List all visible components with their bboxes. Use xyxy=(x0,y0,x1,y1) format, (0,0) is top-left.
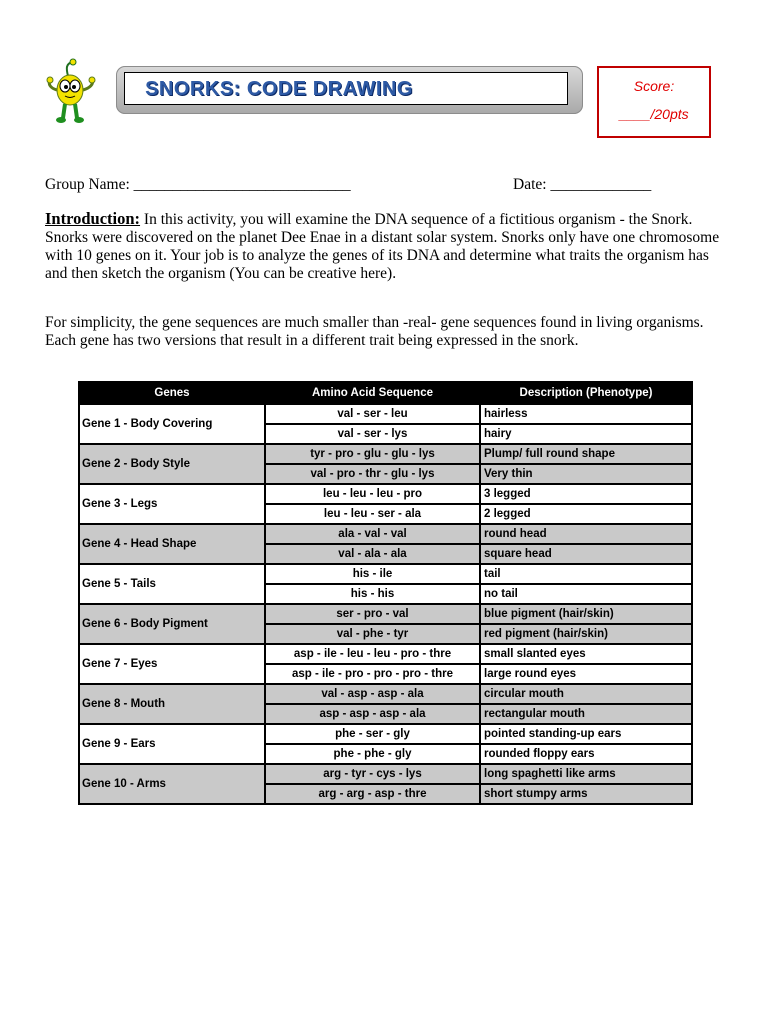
table-row xyxy=(79,524,692,544)
table-row xyxy=(79,404,692,424)
genes-table-body xyxy=(79,404,692,804)
gene-name-cell: Gene 4 - Head Shape xyxy=(79,524,265,564)
genes-table xyxy=(78,381,693,805)
table-header-row xyxy=(79,382,692,404)
amino-acid-sequence-cell: val - ala - ala xyxy=(265,544,480,564)
amino-acid-sequence-cell: ala - val - val xyxy=(265,524,480,544)
gene-name-cell: Gene 2 - Body Style xyxy=(79,444,265,484)
score-value: ____/20pts xyxy=(619,106,689,122)
table-row xyxy=(79,564,692,584)
phenotype-description-cell: hairy xyxy=(480,424,692,444)
phenotype-description-cell: red pigment (hair/skin) xyxy=(480,624,692,644)
column-header-sequence: Amino Acid Sequence xyxy=(265,382,480,404)
table-row xyxy=(79,444,692,464)
phenotype-description-cell: hairless xyxy=(480,404,692,424)
amino-acid-sequence-cell: arg - arg - asp - thre xyxy=(265,784,480,804)
amino-acid-sequence-cell: val - phe - tyr xyxy=(265,624,480,644)
phenotype-description-cell: no tail xyxy=(480,584,692,604)
introduction-heading: Introduction: xyxy=(45,209,141,228)
group-name-field[interactable]: Group Name: ____________________________ xyxy=(45,176,351,193)
gene-name-cell: Gene 8 - Mouth xyxy=(79,684,265,724)
phenotype-description-cell: circular mouth xyxy=(480,684,692,704)
table-row xyxy=(79,764,692,784)
score-box xyxy=(597,66,711,138)
table-row xyxy=(79,644,692,664)
amino-acid-sequence-cell: leu - leu - ser - ala xyxy=(265,504,480,524)
page-title: SNORKS: CODE DRAWING xyxy=(145,78,413,100)
gene-name-cell: Gene 1 - Body Covering xyxy=(79,404,265,444)
amino-acid-sequence-cell: tyr - pro - glu - glu - lys xyxy=(265,444,480,464)
amino-acid-sequence-cell: phe - ser - gly xyxy=(265,724,480,744)
gene-name-cell: Gene 9 - Ears xyxy=(79,724,265,764)
amino-acid-sequence-cell: val - pro - thr - glu - lys xyxy=(265,464,480,484)
phenotype-description-cell: tail xyxy=(480,564,692,584)
gene-name-cell: Gene 10 - Arms xyxy=(79,764,265,804)
phenotype-description-cell: short stumpy arms xyxy=(480,784,692,804)
gene-name-cell: Gene 7 - Eyes xyxy=(79,644,265,684)
gene-name-cell: Gene 3 - Legs xyxy=(79,484,265,524)
phenotype-description-cell: round head xyxy=(480,524,692,544)
amino-acid-sequence-cell: val - ser - leu xyxy=(265,404,480,424)
phenotype-description-cell: 3 legged xyxy=(480,484,692,504)
phenotype-description-cell: rounded floppy ears xyxy=(480,744,692,764)
column-header-description: Description (Phenotype) xyxy=(480,382,692,404)
amino-acid-sequence-cell: asp - ile - leu - leu - pro - thre xyxy=(265,644,480,664)
amino-acid-sequence-cell: val - asp - asp - ala xyxy=(265,684,480,704)
introduction-paragraph xyxy=(45,210,721,283)
phenotype-description-cell: pointed standing-up ears xyxy=(480,724,692,744)
amino-acid-sequence-cell: leu - leu - leu - pro xyxy=(265,484,480,504)
amino-acid-sequence-cell: his - ile xyxy=(265,564,480,584)
table-row xyxy=(79,724,692,744)
phenotype-description-cell: 2 legged xyxy=(480,504,692,524)
score-label: Score: xyxy=(633,78,675,94)
amino-acid-sequence-cell: ser - pro - val xyxy=(265,604,480,624)
table-row xyxy=(79,484,692,504)
table-row xyxy=(79,684,692,704)
introduction-body: In this activity, you will examine the DNA sequence of a fictitious organism - the Snork. Snorks were discovered on the planet Dee Enae in a distant solar system. Snorks only have one chromosome with 10 genes on it. Your job is to analyze the genes of its DNA and determine what traits the organism has and then sketch the organism (You can be creative here). xyxy=(45,211,720,282)
phenotype-description-cell: small slanted eyes xyxy=(480,644,692,664)
phenotype-description-cell: blue pigment (hair/skin) xyxy=(480,604,692,624)
amino-acid-sequence-cell: asp - asp - asp - ala xyxy=(265,704,480,724)
phenotype-description-cell: rectangular mouth xyxy=(480,704,692,724)
amino-acid-sequence-cell: asp - ile - pro - pro - pro - thre xyxy=(265,664,480,684)
table-row xyxy=(79,604,692,624)
gene-name-cell: Gene 5 - Tails xyxy=(79,564,265,604)
simplicity-paragraph: For simplicity, the gene sequences are much smaller than -real- gene sequences found in living organisms. Each gene has two versions that result in a different trait being expressed in the snork. xyxy=(45,314,704,349)
amino-acid-sequence-cell: val - ser - lys xyxy=(265,424,480,444)
snork-mascot-icon xyxy=(44,58,100,128)
phenotype-description-cell: long spaghetti like arms xyxy=(480,764,692,784)
amino-acid-sequence-cell: arg - tyr - cys - lys xyxy=(265,764,480,784)
phenotype-description-cell: Plump/ full round shape xyxy=(480,444,692,464)
gene-name-cell: Gene 6 - Body Pigment xyxy=(79,604,265,644)
amino-acid-sequence-cell: his - his xyxy=(265,584,480,604)
phenotype-description-cell: large round eyes xyxy=(480,664,692,684)
phenotype-description-cell: Very thin xyxy=(480,464,692,484)
column-header-genes: Genes xyxy=(79,382,265,404)
phenotype-description-cell: square head xyxy=(480,544,692,564)
date-field[interactable]: Date: _____________ xyxy=(513,176,652,193)
amino-acid-sequence-cell: phe - phe - gly xyxy=(265,744,480,764)
